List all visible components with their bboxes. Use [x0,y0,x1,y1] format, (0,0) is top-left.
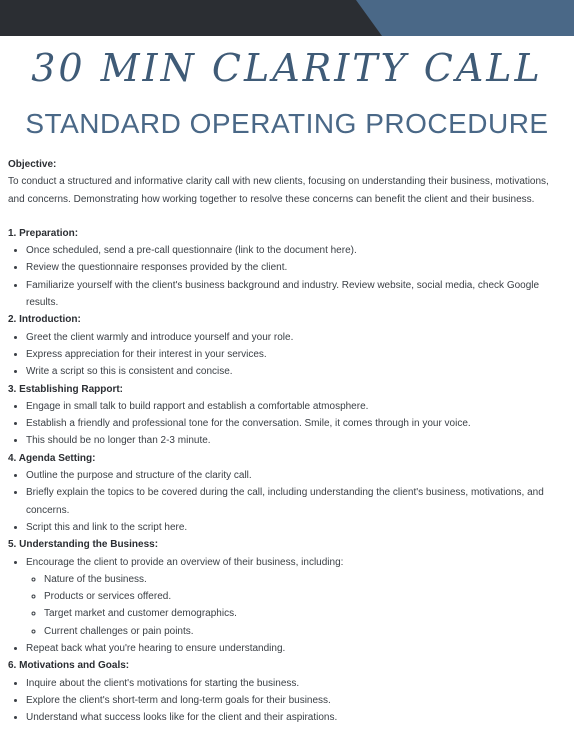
list-item [26,259,564,276]
sub-list-item: ◦ Target market and customer demographics. [44,605,564,622]
list-item-text: Establish a friendly and professional tone for the conversation. Smile, it comes through in your voice. [26,418,471,430]
list-item [26,242,564,259]
section-list [8,554,564,658]
list-item-text: Express appreciation for their interest in your services. [26,348,267,360]
document-body [8,156,564,727]
list-item [26,329,564,346]
list-item [26,519,564,536]
list-item [26,398,564,415]
list-item [26,346,564,363]
list-item-text: This should be no longer than 2-3 minute. [26,435,211,447]
list-item-text: Familiarize yourself with the client's business background and industry. Review website, social media, check Google results. [26,279,540,309]
list-item-text: Review the questionnaire responses provided by the client. [26,262,288,274]
list-item [26,467,564,484]
header-band-blue [356,0,574,36]
section-list [8,675,564,727]
section-heading: 4. Agenda Setting: [8,452,96,464]
list-item [26,554,564,640]
objective-heading: Objective: [8,159,57,170]
list-item [26,692,564,709]
list-item [26,484,564,519]
section-list [8,329,564,381]
list-item [26,277,564,312]
list-item-text: Once scheduled, send a pre-call questionnaire (link to the document here). [26,245,357,257]
list-item-text: Inquire about the client's motivations for starting the business. [26,677,300,689]
sub-list-item: ◦ Current challenges or pain points. [44,623,564,640]
list-item-text: Encourage the client to provide an overview of their business, including: [26,556,344,568]
section-heading: 1. Preparation: [8,227,79,239]
spacer [8,208,564,225]
objective-text: To conduct a structured and informative clarity call with new clients, focusing on understanding their business, motivations, and concerns. Demonstrating how working together to resolve these concerns can benefit the client and their business. [8,176,549,205]
list-item [26,640,564,657]
sub-list-item: ◦ Nature of the business. [44,571,564,588]
sub-list-item: ◦ Products or services offered. [44,588,564,605]
document-title: 30 MIN CLARITY CALL [31,46,543,90]
list-item [26,415,564,432]
list-item-text: Explore the client's short-term and long-term goals for their business. [26,694,331,706]
section-heading: 3. Establishing Rapport: [8,383,124,395]
sections-container [8,225,564,727]
list-item-text: Script this and link to the script here. [26,521,188,533]
list-item [26,432,564,449]
section-heading: 5. Understanding the Business: [8,539,159,551]
list-item [26,363,564,380]
section-heading: 2. Introduction: [8,314,81,326]
section-list [8,242,564,311]
list-item-text: Repeat back what you're hearing to ensure understanding. [26,643,286,655]
section-list [8,467,564,536]
list-item-text: Briefly explain the topics to be covered during the call, including understanding the client's business, motivations, and concerns. [26,487,544,516]
list-item-text: Engage in small talk to build rapport and establish a comfortable atmosphere. [26,400,369,412]
document-subtitle: STANDARD OPERATING PROCEDURE [25,108,549,139]
section-list [8,398,564,450]
list-item-text: Understand what success looks like for the client and their aspirations. [26,712,338,724]
sub-list [26,571,564,640]
list-item [26,709,564,726]
section-heading: 6. Motivations and Goals: [8,660,130,672]
list-item-text: Outline the purpose and structure of the clarity call. [26,470,252,482]
list-item-text: Write a script so this is consistent and concise. [26,366,233,378]
list-item-text: Greet the client warmly and introduce yourself and your role. [26,331,294,343]
list-item [26,675,564,692]
